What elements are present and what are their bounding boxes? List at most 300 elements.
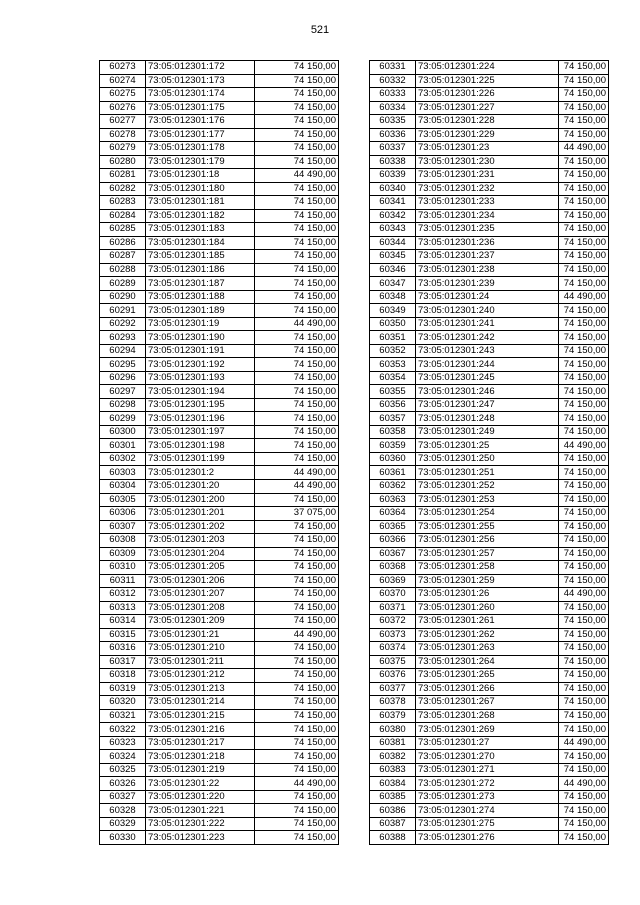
table-row <box>100 74 339 88</box>
table-row <box>370 344 609 358</box>
table-row <box>370 669 609 683</box>
table-row <box>370 777 609 791</box>
cadastral-number-cell: 73:05:012301:257 <box>416 547 559 561</box>
table-row <box>100 790 339 804</box>
row-number-cell: 60291 <box>100 304 146 318</box>
value-cell: 44 490,00 <box>559 439 609 453</box>
table-row <box>370 317 609 331</box>
value-cell: 74 150,00 <box>559 209 609 223</box>
table-row <box>100 196 339 210</box>
cadastral-number-cell: 73:05:012301:265 <box>416 669 559 683</box>
table-row <box>100 466 339 480</box>
value-cell: 74 150,00 <box>255 425 339 439</box>
value-cell: 74 150,00 <box>255 182 339 196</box>
value-cell: 74 150,00 <box>559 223 609 237</box>
table-row <box>100 588 339 602</box>
row-number-cell: 60383 <box>370 763 416 777</box>
row-number-cell: 60294 <box>100 344 146 358</box>
row-number-cell: 60304 <box>100 479 146 493</box>
table-row <box>370 750 609 764</box>
value-cell: 74 150,00 <box>255 452 339 466</box>
row-number-cell: 60345 <box>370 250 416 264</box>
value-cell: 74 150,00 <box>559 169 609 183</box>
value-cell: 74 150,00 <box>255 277 339 291</box>
value-cell: 74 150,00 <box>559 101 609 115</box>
row-number-cell: 60350 <box>370 317 416 331</box>
value-cell: 74 150,00 <box>559 723 609 737</box>
cadastral-number-cell: 73:05:012301:253 <box>416 493 559 507</box>
row-number-cell: 60277 <box>100 115 146 129</box>
row-number-cell: 60319 <box>100 682 146 696</box>
value-cell: 74 150,00 <box>559 547 609 561</box>
table-row <box>100 817 339 831</box>
value-cell: 74 150,00 <box>255 655 339 669</box>
value-cell: 44 490,00 <box>255 466 339 480</box>
cadastral-number-cell: 73:05:012301:22 <box>146 777 255 791</box>
table-row <box>100 736 339 750</box>
value-cell: 74 150,00 <box>559 317 609 331</box>
cadastral-number-cell: 73:05:012301:19 <box>146 317 255 331</box>
table-row <box>370 182 609 196</box>
cadastral-number-cell: 73:05:012301:173 <box>146 74 255 88</box>
value-cell: 37 075,00 <box>255 507 339 521</box>
row-number-cell: 60315 <box>100 628 146 642</box>
value-cell: 74 150,00 <box>559 493 609 507</box>
value-cell: 74 150,00 <box>559 763 609 777</box>
cadastral-number-cell: 73:05:012301:230 <box>416 155 559 169</box>
value-cell: 44 490,00 <box>559 736 609 750</box>
value-cell: 74 150,00 <box>255 155 339 169</box>
row-number-cell: 60280 <box>100 155 146 169</box>
value-cell: 44 490,00 <box>255 479 339 493</box>
table-row <box>370 128 609 142</box>
row-number-cell: 60386 <box>370 804 416 818</box>
value-cell: 74 150,00 <box>559 74 609 88</box>
table-row <box>100 682 339 696</box>
value-cell: 44 490,00 <box>559 777 609 791</box>
table-row <box>100 628 339 642</box>
value-cell: 74 150,00 <box>255 250 339 264</box>
cadastral-number-cell: 73:05:012301:200 <box>146 493 255 507</box>
table-row <box>370 561 609 575</box>
table-row <box>100 642 339 656</box>
cadastral-number-cell: 73:05:012301:246 <box>416 385 559 399</box>
table-row <box>370 236 609 250</box>
cadastral-number-cell: 73:05:012301:210 <box>146 642 255 656</box>
cadastral-number-cell: 73:05:012301:179 <box>146 155 255 169</box>
cadastral-number-cell: 73:05:012301:189 <box>146 304 255 318</box>
row-number-cell: 60286 <box>100 236 146 250</box>
value-cell: 74 150,00 <box>559 155 609 169</box>
value-cell: 74 150,00 <box>559 344 609 358</box>
row-number-cell: 60380 <box>370 723 416 737</box>
value-cell: 74 150,00 <box>559 561 609 575</box>
row-number-cell: 60332 <box>370 74 416 88</box>
row-number-cell: 60327 <box>100 790 146 804</box>
value-cell: 74 150,00 <box>255 615 339 629</box>
cadastral-number-cell: 73:05:012301:244 <box>416 358 559 372</box>
row-number-cell: 60281 <box>100 169 146 183</box>
value-cell: 74 150,00 <box>559 385 609 399</box>
cadastral-number-cell: 73:05:012301:204 <box>146 547 255 561</box>
table-row <box>370 831 609 845</box>
cadastral-number-cell: 73:05:012301:193 <box>146 371 255 385</box>
table-row <box>370 61 609 75</box>
row-number-cell: 60367 <box>370 547 416 561</box>
cadastral-number-cell: 73:05:012301:256 <box>416 534 559 548</box>
cadastral-number-cell: 73:05:012301:248 <box>416 412 559 426</box>
cadastral-number-cell: 73:05:012301:243 <box>416 344 559 358</box>
value-cell: 74 150,00 <box>559 709 609 723</box>
cadastral-number-cell: 73:05:012301:259 <box>416 574 559 588</box>
row-number-cell: 60302 <box>100 452 146 466</box>
cadastral-number-cell: 73:05:012301:229 <box>416 128 559 142</box>
value-cell: 74 150,00 <box>255 696 339 710</box>
cadastral-number-cell: 73:05:012301:226 <box>416 88 559 102</box>
table-row <box>370 628 609 642</box>
cadastral-number-cell: 73:05:012301:175 <box>146 101 255 115</box>
value-cell: 44 490,00 <box>559 588 609 602</box>
cadastral-number-cell: 73:05:012301:215 <box>146 709 255 723</box>
cadastral-number-cell: 73:05:012301:202 <box>146 520 255 534</box>
table-row <box>100 709 339 723</box>
row-number-cell: 60303 <box>100 466 146 480</box>
cadastral-number-cell: 73:05:012301:207 <box>146 588 255 602</box>
row-number-cell: 60297 <box>100 385 146 399</box>
cadastral-number-cell: 73:05:012301:260 <box>416 601 559 615</box>
cadastral-number-cell: 73:05:012301:254 <box>416 507 559 521</box>
table-row <box>100 547 339 561</box>
value-cell: 74 150,00 <box>255 223 339 237</box>
cadastral-number-cell: 73:05:012301:24 <box>416 290 559 304</box>
cadastral-number-cell: 73:05:012301:268 <box>416 709 559 723</box>
page-number: 521 <box>310 24 330 36</box>
value-cell: 74 150,00 <box>255 290 339 304</box>
table-row <box>100 236 339 250</box>
value-cell: 74 150,00 <box>255 750 339 764</box>
row-number-cell: 60335 <box>370 115 416 129</box>
value-cell: 74 150,00 <box>255 398 339 412</box>
table-row <box>370 790 609 804</box>
value-cell: 74 150,00 <box>559 304 609 318</box>
table-row <box>370 277 609 291</box>
cadastral-number-cell: 73:05:012301:198 <box>146 439 255 453</box>
row-number-cell: 60361 <box>370 466 416 480</box>
row-number-cell: 60382 <box>370 750 416 764</box>
cadastral-number-cell: 73:05:012301:206 <box>146 574 255 588</box>
table-row <box>370 425 609 439</box>
value-cell: 74 150,00 <box>559 412 609 426</box>
table-row <box>100 128 339 142</box>
cadastral-number-cell: 73:05:012301:262 <box>416 628 559 642</box>
row-number-cell: 60275 <box>100 88 146 102</box>
table-row <box>100 263 339 277</box>
cadastral-number-cell: 73:05:012301:231 <box>416 169 559 183</box>
row-number-cell: 60328 <box>100 804 146 818</box>
cadastral-number-cell: 73:05:012301:21 <box>146 628 255 642</box>
value-cell: 74 150,00 <box>255 304 339 318</box>
row-number-cell: 60363 <box>370 493 416 507</box>
table-row <box>370 452 609 466</box>
table-row <box>370 696 609 710</box>
value-cell: 74 150,00 <box>255 209 339 223</box>
cadastral-number-cell: 73:05:012301:182 <box>146 209 255 223</box>
row-number-cell: 60329 <box>100 817 146 831</box>
row-number-cell: 60376 <box>370 669 416 683</box>
row-number-cell: 60354 <box>370 371 416 385</box>
value-cell: 74 150,00 <box>559 615 609 629</box>
cadastral-number-cell: 73:05:012301:177 <box>146 128 255 142</box>
row-number-cell: 60378 <box>370 696 416 710</box>
row-number-cell: 60285 <box>100 223 146 237</box>
cadastral-number-cell: 73:05:012301:187 <box>146 277 255 291</box>
value-cell: 74 150,00 <box>559 61 609 75</box>
row-number-cell: 60299 <box>100 412 146 426</box>
cadastral-number-cell: 73:05:012301:196 <box>146 412 255 426</box>
row-number-cell: 60362 <box>370 479 416 493</box>
row-number-cell: 60311 <box>100 574 146 588</box>
value-cell: 74 150,00 <box>255 817 339 831</box>
value-cell: 74 150,00 <box>559 250 609 264</box>
cadastral-number-cell: 73:05:012301:185 <box>146 250 255 264</box>
row-number-cell: 60305 <box>100 493 146 507</box>
value-cell: 74 150,00 <box>559 750 609 764</box>
row-number-cell: 60314 <box>100 615 146 629</box>
cadastral-number-cell: 73:05:012301:25 <box>416 439 559 453</box>
value-cell: 74 150,00 <box>255 358 339 372</box>
row-number-cell: 60342 <box>370 209 416 223</box>
table-row <box>100 385 339 399</box>
value-cell: 74 150,00 <box>255 331 339 345</box>
cadastral-number-cell: 73:05:012301:264 <box>416 655 559 669</box>
value-cell: 44 490,00 <box>255 777 339 791</box>
value-cell: 74 150,00 <box>559 331 609 345</box>
table-row <box>100 452 339 466</box>
cadastral-number-cell: 73:05:012301:223 <box>146 831 255 845</box>
row-number-cell: 60379 <box>370 709 416 723</box>
table-row <box>100 831 339 845</box>
row-number-cell: 60368 <box>370 561 416 575</box>
row-number-cell: 60366 <box>370 534 416 548</box>
row-number-cell: 60341 <box>370 196 416 210</box>
value-cell: 74 150,00 <box>255 385 339 399</box>
table-row <box>370 74 609 88</box>
value-cell: 74 150,00 <box>255 547 339 561</box>
register-table-right <box>369 60 609 845</box>
row-number-cell: 60359 <box>370 439 416 453</box>
table-row <box>100 574 339 588</box>
cadastral-number-cell: 73:05:012301:263 <box>416 642 559 656</box>
value-cell: 74 150,00 <box>255 101 339 115</box>
cadastral-number-cell: 73:05:012301:26 <box>416 588 559 602</box>
row-number-cell: 60295 <box>100 358 146 372</box>
cadastral-number-cell: 73:05:012301:216 <box>146 723 255 737</box>
row-number-cell: 60374 <box>370 642 416 656</box>
row-number-cell: 60348 <box>370 290 416 304</box>
cadastral-number-cell: 73:05:012301:236 <box>416 236 559 250</box>
value-cell: 44 490,00 <box>559 290 609 304</box>
table-row <box>100 615 339 629</box>
table-row <box>100 142 339 156</box>
value-cell: 74 150,00 <box>255 723 339 737</box>
table-row <box>370 88 609 102</box>
cadastral-number-cell: 73:05:012301:228 <box>416 115 559 129</box>
table-row <box>100 750 339 764</box>
table-row <box>100 250 339 264</box>
row-number-cell: 60339 <box>370 169 416 183</box>
cadastral-number-cell: 73:05:012301:184 <box>146 236 255 250</box>
cadastral-number-cell: 73:05:012301:205 <box>146 561 255 575</box>
cadastral-number-cell: 73:05:012301:249 <box>416 425 559 439</box>
row-number-cell: 60358 <box>370 425 416 439</box>
cadastral-number-cell: 73:05:012301:18 <box>146 169 255 183</box>
value-cell: 74 150,00 <box>255 561 339 575</box>
value-cell: 74 150,00 <box>255 669 339 683</box>
table-row <box>370 223 609 237</box>
cadastral-number-cell: 73:05:012301:227 <box>416 101 559 115</box>
table-row <box>100 304 339 318</box>
value-cell: 74 150,00 <box>255 371 339 385</box>
table-row <box>100 696 339 710</box>
cadastral-number-cell: 73:05:012301:209 <box>146 615 255 629</box>
cadastral-number-cell: 73:05:012301:241 <box>416 317 559 331</box>
value-cell: 74 150,00 <box>559 452 609 466</box>
table-row <box>370 250 609 264</box>
table-row <box>100 358 339 372</box>
row-number-cell: 60346 <box>370 263 416 277</box>
row-number-cell: 60385 <box>370 790 416 804</box>
value-cell: 74 150,00 <box>559 682 609 696</box>
value-cell: 74 150,00 <box>559 696 609 710</box>
table-row <box>100 290 339 304</box>
cadastral-number-cell: 73:05:012301:250 <box>416 452 559 466</box>
cadastral-number-cell: 73:05:012301:191 <box>146 344 255 358</box>
value-cell: 74 150,00 <box>559 574 609 588</box>
value-cell: 74 150,00 <box>559 466 609 480</box>
cadastral-number-cell: 73:05:012301:199 <box>146 452 255 466</box>
register-table-left <box>99 60 339 845</box>
value-cell: 44 490,00 <box>559 142 609 156</box>
table-row <box>100 398 339 412</box>
row-number-cell: 60282 <box>100 182 146 196</box>
row-number-cell: 60321 <box>100 709 146 723</box>
cadastral-number-cell: 73:05:012301:214 <box>146 696 255 710</box>
value-cell: 74 150,00 <box>559 628 609 642</box>
row-number-cell: 60373 <box>370 628 416 642</box>
cadastral-number-cell: 73:05:012301:242 <box>416 331 559 345</box>
cadastral-number-cell: 73:05:012301:174 <box>146 88 255 102</box>
table-row <box>100 88 339 102</box>
cadastral-number-cell: 73:05:012301:275 <box>416 817 559 831</box>
table-row <box>370 682 609 696</box>
cadastral-number-cell: 73:05:012301:232 <box>416 182 559 196</box>
row-number-cell: 60312 <box>100 588 146 602</box>
value-cell: 74 150,00 <box>559 831 609 845</box>
row-number-cell: 60274 <box>100 74 146 88</box>
value-cell: 74 150,00 <box>255 344 339 358</box>
table-row <box>370 817 609 831</box>
row-number-cell: 60292 <box>100 317 146 331</box>
row-number-cell: 60316 <box>100 642 146 656</box>
row-number-cell: 60343 <box>370 223 416 237</box>
value-cell: 74 150,00 <box>559 669 609 683</box>
cadastral-number-cell: 73:05:012301:269 <box>416 723 559 737</box>
cadastral-number-cell: 73:05:012301:235 <box>416 223 559 237</box>
row-number-cell: 60313 <box>100 601 146 615</box>
row-number-cell: 60307 <box>100 520 146 534</box>
row-number-cell: 60309 <box>100 547 146 561</box>
value-cell: 44 490,00 <box>255 169 339 183</box>
row-number-cell: 60375 <box>370 655 416 669</box>
table-row <box>100 601 339 615</box>
row-number-cell: 60356 <box>370 398 416 412</box>
value-cell: 44 490,00 <box>255 317 339 331</box>
table-row <box>370 439 609 453</box>
row-number-cell: 60279 <box>100 142 146 156</box>
value-cell: 74 150,00 <box>559 790 609 804</box>
cadastral-number-cell: 73:05:012301:181 <box>146 196 255 210</box>
row-number-cell: 60377 <box>370 682 416 696</box>
cadastral-number-cell: 73:05:012301:194 <box>146 385 255 399</box>
table-row <box>370 804 609 818</box>
cadastral-number-cell: 73:05:012301:233 <box>416 196 559 210</box>
table-row <box>370 736 609 750</box>
table-row <box>100 561 339 575</box>
table-row <box>370 169 609 183</box>
value-cell: 74 150,00 <box>559 371 609 385</box>
row-number-cell: 60388 <box>370 831 416 845</box>
value-cell: 74 150,00 <box>559 398 609 412</box>
value-cell: 74 150,00 <box>559 601 609 615</box>
value-cell: 74 150,00 <box>255 790 339 804</box>
row-number-cell: 60324 <box>100 750 146 764</box>
table-row <box>100 777 339 791</box>
cadastral-number-cell: 73:05:012301:172 <box>146 61 255 75</box>
cadastral-number-cell: 73:05:012301:272 <box>416 777 559 791</box>
row-number-cell: 60364 <box>370 507 416 521</box>
row-number-cell: 60320 <box>100 696 146 710</box>
cadastral-number-cell: 73:05:012301:251 <box>416 466 559 480</box>
cadastral-number-cell: 73:05:012301:186 <box>146 263 255 277</box>
table-row <box>370 331 609 345</box>
cadastral-number-cell: 73:05:012301:239 <box>416 277 559 291</box>
value-cell: 74 150,00 <box>255 439 339 453</box>
row-number-cell: 60331 <box>370 61 416 75</box>
table-row <box>370 115 609 129</box>
cadastral-number-cell: 73:05:012301:240 <box>416 304 559 318</box>
row-number-cell: 60283 <box>100 196 146 210</box>
table-row <box>100 520 339 534</box>
row-number-cell: 60384 <box>370 777 416 791</box>
cadastral-number-cell: 73:05:012301:220 <box>146 790 255 804</box>
cadastral-number-cell: 73:05:012301:225 <box>416 74 559 88</box>
table-row <box>100 655 339 669</box>
table-row <box>100 507 339 521</box>
cadastral-number-cell: 73:05:012301:197 <box>146 425 255 439</box>
cadastral-number-cell: 73:05:012301:208 <box>146 601 255 615</box>
value-cell: 74 150,00 <box>559 425 609 439</box>
row-number-cell: 60344 <box>370 236 416 250</box>
row-number-cell: 60351 <box>370 331 416 345</box>
cadastral-number-cell: 73:05:012301:23 <box>416 142 559 156</box>
cadastral-number-cell: 73:05:012301:201 <box>146 507 255 521</box>
table-row <box>370 155 609 169</box>
cadastral-number-cell: 73:05:012301:276 <box>416 831 559 845</box>
table-row <box>370 723 609 737</box>
row-number-cell: 60306 <box>100 507 146 521</box>
row-number-cell: 60301 <box>100 439 146 453</box>
table-row <box>370 209 609 223</box>
